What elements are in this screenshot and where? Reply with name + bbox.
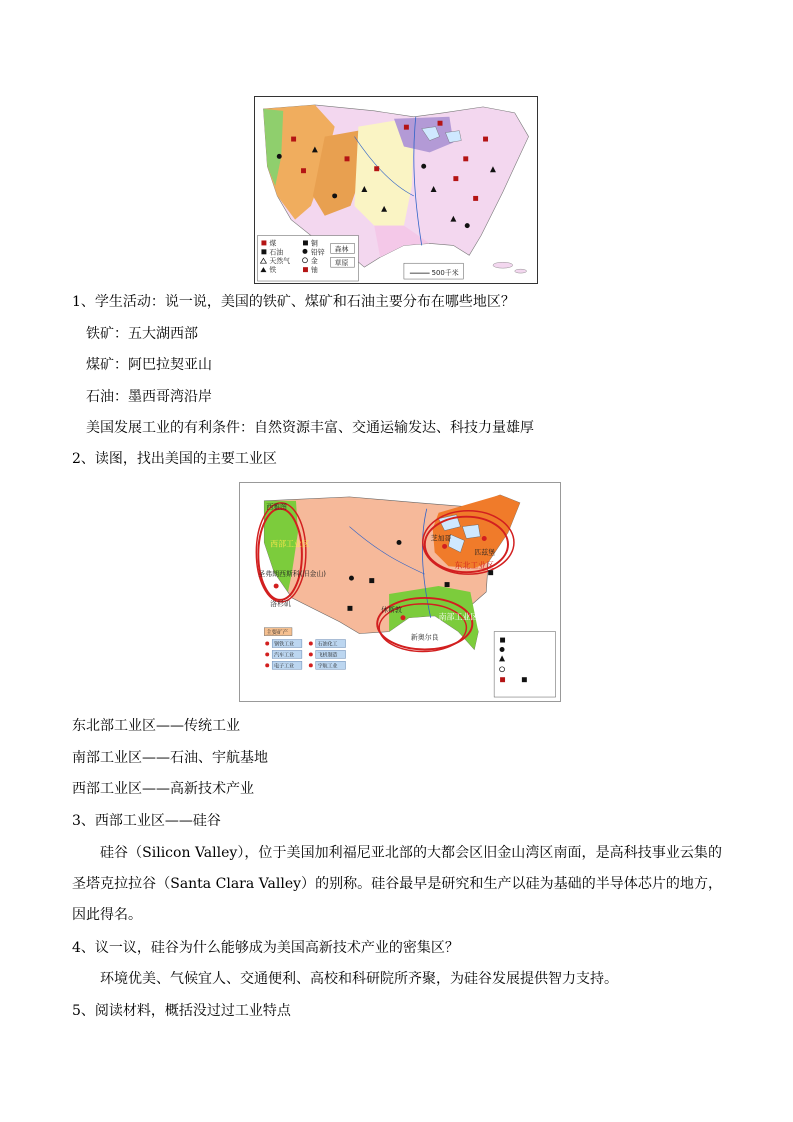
answer-coal: 煤矿：阿巴拉契亚山	[86, 357, 212, 373]
legend-grassland: 草原	[334, 259, 349, 268]
city-chicago: 芝加哥	[430, 534, 452, 543]
question-4: 4、议一议，硅谷为什么能够成为美国高新技术产业的密集区？	[72, 940, 459, 956]
label-northeast-region: 东北工业区	[454, 561, 495, 571]
industry-legend-label: 石油化工	[317, 641, 338, 648]
question-3: 3、西部工业区——硅谷	[72, 813, 221, 829]
industry-legend-marker	[309, 652, 313, 656]
legend-title: 主要矿产	[266, 630, 288, 637]
south-region: 南部工业区——石油、宇航基地	[72, 750, 268, 766]
industry-legend-marker	[265, 663, 269, 667]
answer-oil: 石油：墨西哥湾沿岸	[86, 389, 212, 405]
legend-coal: 煤	[269, 239, 277, 248]
city-pittsburgh: 匹兹堡	[474, 548, 496, 557]
legend-gold: 金	[310, 257, 318, 266]
industrial-map-svg	[240, 483, 560, 701]
city-seattle: 西雅图	[266, 502, 287, 511]
industrial-regions-map	[239, 482, 561, 702]
industry-legend-label: 汽车工业	[274, 652, 294, 659]
label-west-region: 西部工业区	[270, 539, 310, 549]
industry-legend-label: 飞机制造	[317, 652, 338, 659]
northeast-region: 东北部工业区——传统工业	[72, 718, 240, 734]
legend-copper: 铜	[310, 239, 318, 248]
scale-bar: 500千米	[431, 269, 459, 278]
industry-legend-label: 宇航工业	[317, 663, 338, 670]
answer-conditions: 美国发展工业的有利条件：自然资源丰富、交通运输发达、科技力量雄厚	[86, 420, 534, 436]
industry-legend-label: 钢铁工业	[274, 641, 294, 648]
industry-legend-marker	[265, 652, 269, 656]
city-sanfrancisco: 圣弗朗西斯科(旧金山)	[258, 570, 327, 579]
city-houston: 休斯敦	[381, 605, 402, 614]
legend-uranium: 铀	[310, 266, 318, 275]
silicon-valley-paragraph: 硅谷（Silicon Valley），位于美国加利福尼亚北部的大都会区旧金山湾区南面，是高科技事业云集的圣塔克拉拉谷（Santa Clara Valley）的别称。硅谷最早是研究和生产以硅为基础的半导体芯片的地方，因此得名。	[72, 845, 722, 923]
industry-legend-marker	[309, 663, 313, 667]
west-region: 西部工业区——高新技术产业	[72, 781, 254, 797]
question-1: 1、学生活动：说一说，美国的铁矿、煤矿和石油主要分布在哪些地区？	[72, 294, 515, 310]
question-2: 2、读图，找出美国的主要工业区	[72, 451, 277, 467]
legend-iron: 铁	[269, 266, 277, 275]
label-south-region: 南部工业区	[438, 612, 479, 622]
industry-legend-marker	[265, 642, 269, 646]
city-losangeles: 洛杉矶	[270, 599, 291, 608]
legend-lead-zinc: 铅锌	[310, 248, 325, 257]
answer-4: 环境优美、气候宜人、交通便利、高校和科研院所齐聚，为硅谷发展提供智力支持。	[100, 971, 618, 987]
question-5: 5、阅读材料，概括没过过工业特点	[72, 1003, 291, 1019]
legend-forest: 森林	[334, 245, 349, 254]
legend-gas: 天然气	[269, 257, 291, 266]
industry-legend-label: 电子工业	[274, 663, 294, 670]
mineral-resources-map	[254, 96, 538, 284]
answer-iron: 铁矿：五大湖西部	[86, 326, 198, 342]
mineral-map-svg	[255, 97, 537, 283]
legend-oil: 石油	[269, 248, 284, 257]
industry-legend-marker	[309, 642, 313, 646]
city-neworleans: 新奥尔良	[410, 633, 439, 642]
